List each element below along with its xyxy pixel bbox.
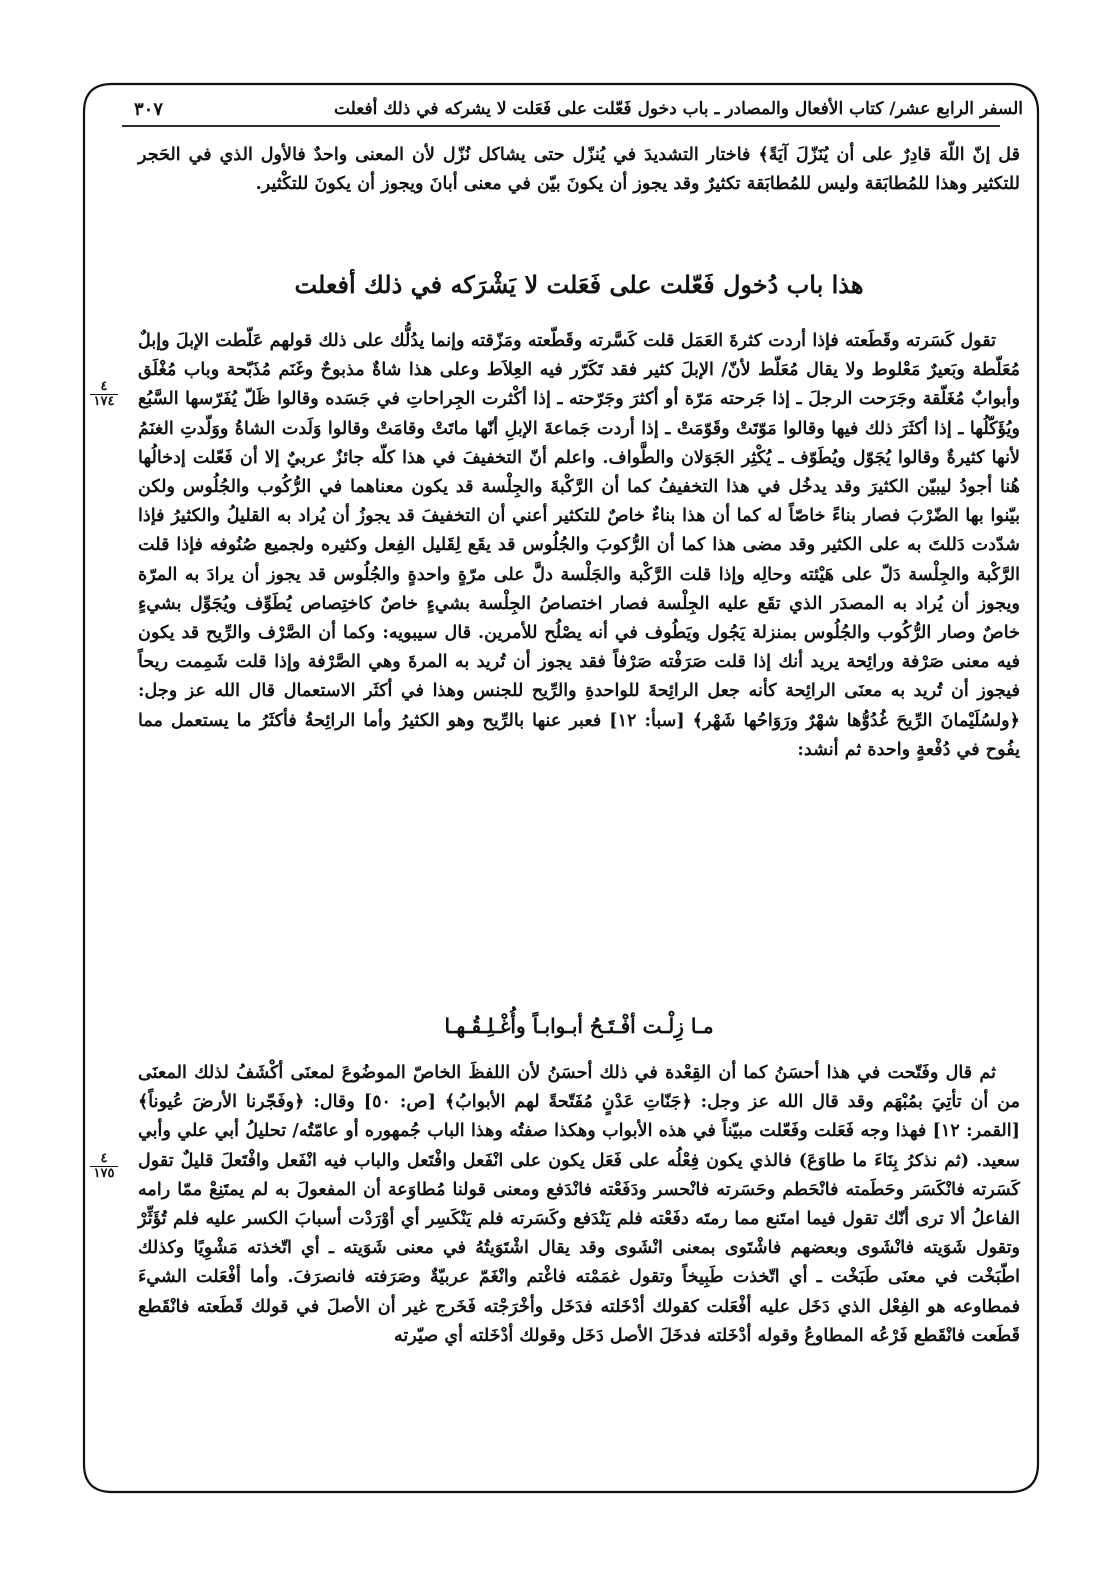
margin-volume: ٤ bbox=[90, 1152, 118, 1167]
running-title: السفر الرابع عشر/ كتاب الأفعال والمصادر ـ باب دخول فَعّلت على فَعَلت لا يشركه في ذلك أفعلت bbox=[333, 99, 1023, 119]
margin-volume: ٤ bbox=[90, 380, 118, 395]
margin-reference-1 bbox=[84, 380, 124, 409]
running-header bbox=[130, 94, 1023, 124]
paragraph-3: ثم قال وفَتّحت في هذا أحسَنُ كما أن القِعْدة في ذلك أحسَنُ لأن اللفظَ الخاصّ الموضُوعَ لمعنَى أكْشَفُ لذلك المعنَى من أن تأتِيَ بمُبْهَم وقد قال الله عز وجل: ﴿جَنّاتِ عَدْنٍ مُفَتّحةً لهم الأبوابُ﴾ [ص: ٥٠] وقال: ﴿وفَجّرنا الأرضَ عُيوناً﴾ [القمر: ١٢] فهذا وجه فَعَلت وفَعّلت مبيّناً في هذه الأبواب وهكذا صفتُه وهذا الباب جُمهوره أو عامّتُه/ تحليلُ أبي علي وأبي سعيد. (ثم نذكرُ بِنَاءَ ما طاوَعَ) فالذي يكون فِعْلُه على فَعَل يكون على انْفَعل وافْتَعل والباب فيه انْفَعل وافْتَعلَ قليلٌ تقول كَسَرته فانْكَسَر وحَطَمته فانْحَطم وحَسَرته فانْحسر ودَفَعْته فانْدَفع ومعنى قولنا مُطاوَعة أن المفعولَ به لم يمتَنِعْ ممّا رامه الفاعلُ ألا ترى أنّك تقول فيما امتَنع مما رمتَه دفَعْته فلم يَنْدَفع وكَسَرته فلم يَنْكَسِر أي أوْرَدْت أسبابَ الكسر عليه فلم تُؤَثِّرْ وتقول شَوَيته فانْشَوى وبعضهم فاشْتَوى بمعنى انْشَوى وقد يقال اشْتَوَيتُهُ في معنى شَوَيته ـ أي اتّخذته مَشْوِيًا وكذلك اطّبَخْت في معنَى طَبَخْت ـ أي اتّخذت طَبِيخاً وتقول غمَمْته فاغْتم وانْغَمّ عربيّةٌ وصَرَفته فانصرَفَ. وأما أفْعَلت الشيءَ فمطاوعه هو الفِعْل الذي دَخَل عليه أفْعَلت كقولك أدْخَلته فدَخَل وأخْرَجْته فَخَرج غير أن الأصلَ في قولك قَطَعته فانْقَطع قَطَعت فانْقَطع فَرْعُه المطاوعُ وقوله أدْخَلته فدخَلَ الأصل دَخَل وقولك أدْخَلته أي صيّرته bbox=[138, 1062, 1020, 1346]
paragraph-1: قل إنّ اللّهَ قادِرٌ على أن يُنَزّلَ آيَةً﴾ فاختار التشديدَ في يُنزّل حتى يشاكل نُزّل لأن المعنى واحدٌ فالأول الذي في الحَجر للتكثير وهذا للمُطابَقة وليس للمُطابَقة تكثيرٌ وقد يجوز أن يكونَ بيّن في معنى أبانَ ويجوز أن يكونَ للتكْثير. bbox=[138, 144, 1020, 195]
page-number: ٣٠٧ bbox=[134, 98, 164, 120]
chapter-heading: هذا باب دُخول فَعّلت على فَعَلت لا يَشْرَكه في ذلك أفعلت bbox=[294, 270, 864, 299]
margin-reference-2 bbox=[84, 1152, 124, 1181]
margin-page: ١٧٤ bbox=[93, 394, 115, 409]
poetry-verse: مـا زِلْـت أفْـتَـحُ أبـوابـاً وأُغْـلِـقُـهـا bbox=[444, 1014, 714, 1038]
paragraph-2: تقول كَسَرته وقَطَعته فإذا أردت كثرةَ العَمَل قلت كَسَّرته وقَطّعته ومَزّقته وإنما يدُلُّك على ذلك قولهم عَلّطت الإبلَ وإبلٌ مُعَلّطة وبَعيرٌ مَعْلوط ولا يقال مُعَلّط لأنّ/ الإبلَ كثير فقد تَكَرّر فيه العِلاَط وعلى هذا شاةٌ مذبوحٌ وغَنَم مُذَبّحة وباب مُغْلَق وأبوابٌ مُغَلّقة وجَرَحت الرجلَ ـ إذا جَرحته مَرّة أو أكثرَ وجَرّحته ـ إذا أكْثرت الجِراحاتِ في جَسَده وقالوا ظَلّ يُفَرّسها السَّبُع ويُؤَكّلُها ـ إذا أكثَرَ ذلك فيها وقالوا مَوّتَتْ وقَوّمَتْ ـ إذا أردت جَماعةَ الإبلِ أنّها ماتَتْ وقامَتْ وقالوا وَلَدت الشاةُ ووَلّدتِ الغنَمُ لأنها كثيرةٌ وقالوا يُجَوّل ويُطَوّف ـ يُكْثِر الجَوَلان والطَّواف. واعلم أنّ التخفيفَ في هذا كلّه جائزٌ عربيٌ إلا أن فَعّلت إدخالُها هُنا أجودُ ليبيّن الكثيرَ وقد يدخُل في هذا التخفيفُ كما أن الرَّكْبةَ والجِلْسة قد يكون معناهما في الرُّكُوب والجُلُوس ولكن بيّنوا بها الضّرْبَ فصار بناءً خاصّاً له كما أن هذا بناءٌ خاصٌ للتكثير أعني أن التخفيفَ قد يجوزُ أن يُراد به القليلُ والكثيرُ فإذا شدّدت دَللتَ به على الكثير وقد مضى هذا كما أن الرُّكوبَ والجُلُوس قد يقَع لِقَليل الفِعل وكثيره ولجميع صُنُوفه فإذا قلت الرَّكْبة والجِلْسة دَلّ على هَيْئته وحالِه وإذا قلت الرَّكْبة والجَلْسة دلَّ على مرّةٍ واحدةٍ والجُلُوس قد يجوز أن يرادَ به المرّة ويجوز أن يُراد به المصدَر الذي تقَع عليه الجِلْسة فصار اختصاصُ الجِلْسة بشيءٍ خاصٌ كاختِصاص يُطَوِّف ويُجَوِّل بشيءٍ خاصٌ وصار الرُّكُوب والجُلُوس بمنزلة يَجُول ويَطُوف في أنه يصْلُح للأمرين. قال سيبويه: وكما أن الصَّرْف والرِّيح قد يكون فيه معنى صَرْفة ورائِحة يريد أنك إذا قلت صَرَفْته صَرْفاً فقد يجوز أن تُريد به المرةَ وهي الصَّرْفة وإذا قلت شَمِمت ريحاً فيجوز أن تُريد به معنَى الرائِحة كأنه جعل الرائِحةَ للواحدةِ والرِّيح للجنس وهذا في أكثَر الاستعمال قال الله عز وجل: ﴿ولسُلَيْمانَ الرِّيحَ غُدُوُّها شهْرٌ ورَوَاحُها شَهْر﴾ [سبأ: ١٢] فعبر عنها بالرِّيح وهو الكثيرُ وأما الرائِحةُ فأكثَرُ ما يستعمل مما يفُوح في دُفْعةٍ واحدة ثم أنشد: bbox=[138, 330, 1020, 760]
margin-page: ١٧٥ bbox=[93, 1166, 115, 1181]
